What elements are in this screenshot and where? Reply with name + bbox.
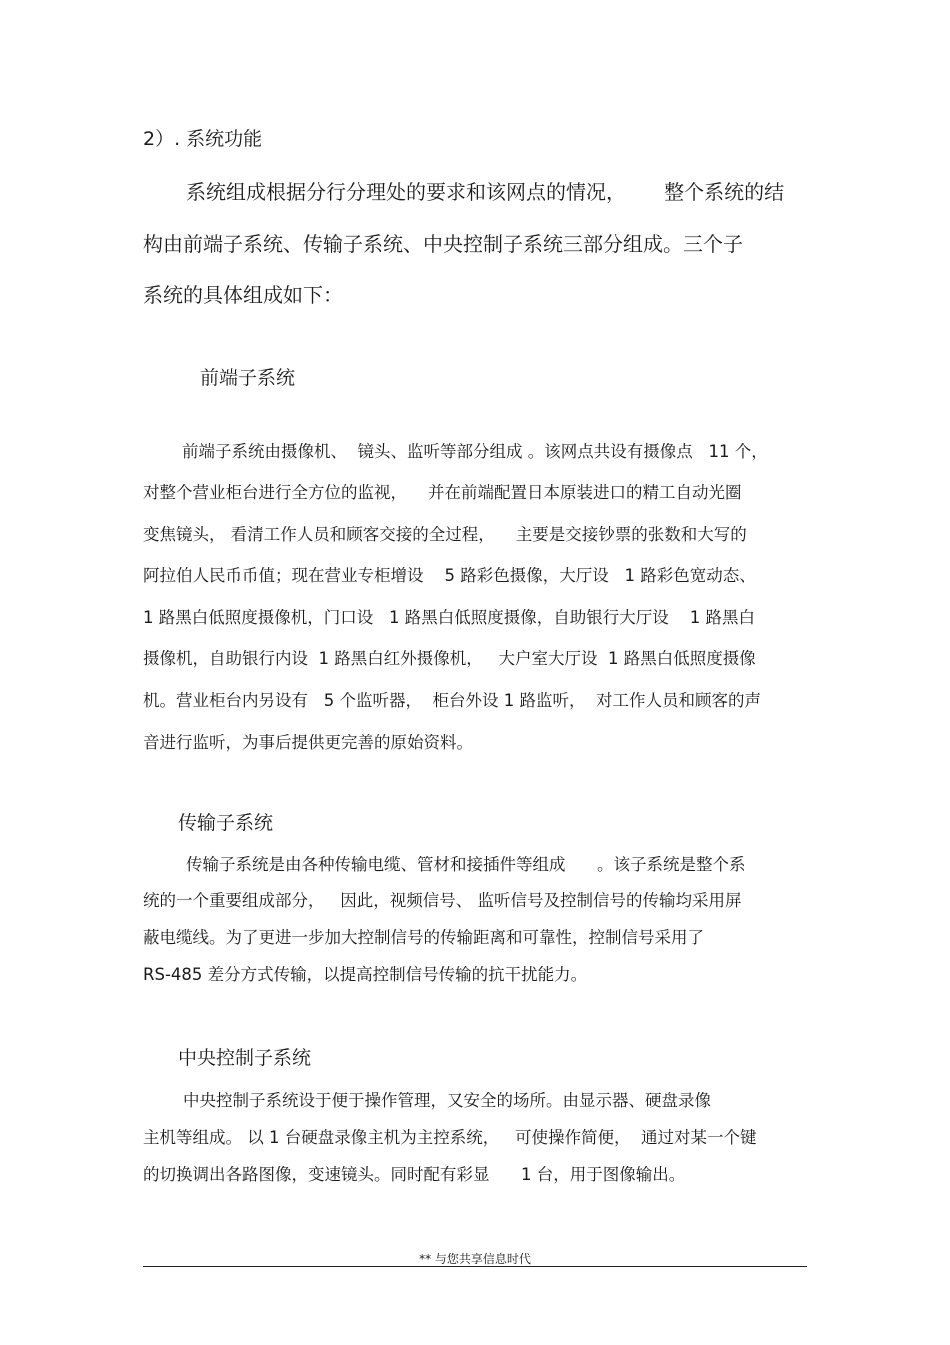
transmission-subsystem-title: 传输子系统 xyxy=(178,812,274,834)
front-line-7: 机。营业柜台内另设有 5 个监听器， 柜台外设 1 路监听， 对工作人员和顾客的声 xyxy=(143,691,761,710)
intro-line-1: 系统组成根据分行分理处的要求和该网点的情况， 整个系统的结 xyxy=(186,180,785,204)
front-line-8: 音进行监听，为事后提供更完善的原始资料。 xyxy=(143,733,473,752)
transmission-line-4: RS-485 差分方式传输，以提高控制信号传输的抗干扰能力。 xyxy=(143,965,588,984)
page-footer: ** 与您共享信息时代 xyxy=(419,1252,531,1266)
intro-line-2: 构由前端子系统、传输子系统、中央控制子系统三部分组成。三个子 xyxy=(143,232,743,256)
central-subsystem-title: 中央控制子系统 xyxy=(178,1047,312,1069)
front-line-4: 阿拉伯人民币币值；现在营业专柜增设 5 路彩色摄像，大厅设 1 路彩色宽动态、 xyxy=(143,566,756,585)
intro-line-3: 系统的具体组成如下： xyxy=(143,283,343,307)
front-line-2: 对整个营业柜台进行全方位的监视， 并在前端配置日本原装进口的精工自动光圈 xyxy=(143,483,742,502)
transmission-line-3: 蔽电缆线。为了更进一步加大控制信号的传输距离和可靠性，控制信号采用了 xyxy=(143,928,704,947)
front-line-1: 前端子系统由摄像机、 镜头、监听等部分组成 。该网点共设有摄像点 11 个， xyxy=(182,442,768,461)
front-line-5: 1 路黑白低照度摄像机，门口设 1 路黑白低照度摄像，自助银行大厅设 1 路黑白 xyxy=(143,608,755,627)
transmission-line-1: 传输子系统是由各种传输电缆、管材和接插件等组成 。该子系统是整个系 xyxy=(186,855,746,874)
central-line-1: 中央控制子系统设于便于操作管理，又安全的场所。由显示器、硬盘录像 xyxy=(183,1091,711,1110)
section-heading: 2）. 系统功能 xyxy=(143,128,263,150)
central-line-3: 的切换调出各路图像，变速镜头。同时配有彩显 1 台，用于图像输出。 xyxy=(143,1165,686,1184)
footer-divider xyxy=(143,1266,807,1267)
central-line-2: 主机等组成。 以 1 台硬盘录像主机为主控系统， 可使操作简便， 通过对某一个键 xyxy=(143,1128,757,1147)
transmission-line-2: 统的一个重要组成部分， 因此，视频信号、 监听信号及控制信号的传输均采用屏 xyxy=(143,891,742,910)
front-subsystem-title: 前端子系统 xyxy=(200,367,296,389)
front-line-3: 变焦镜头， 看清工作人员和顾客交接的全过程， 主要是交接钞票的张数和大写的 xyxy=(143,525,747,544)
front-line-6: 摄像机，自助银行内设 1 路黑白红外摄像机， 大户室大厅设 1 路黑白低照度摄像 xyxy=(143,649,756,668)
